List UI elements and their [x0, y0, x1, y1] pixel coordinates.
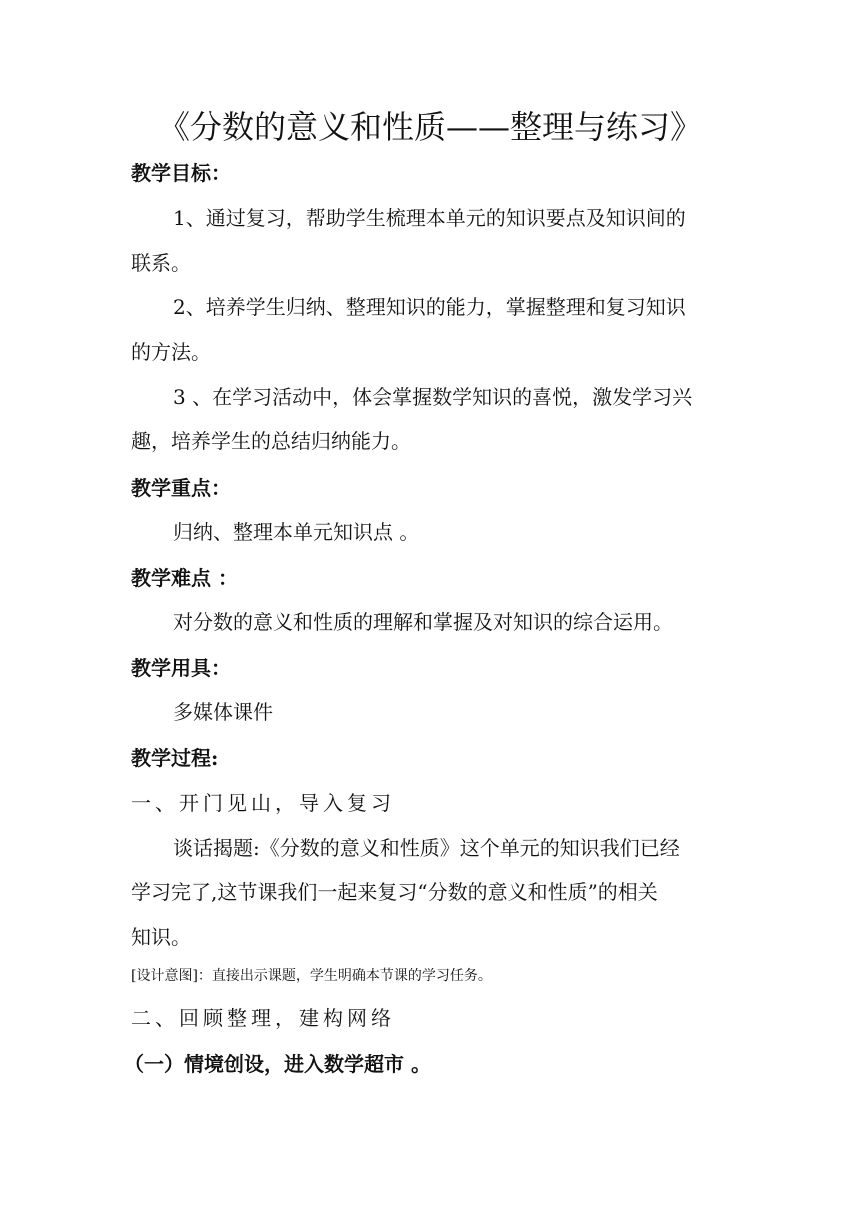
design-intent-note: [设计意图]：直接出示课题，学生明确本节课的学习任务。: [131, 968, 492, 984]
tools-text: 多媒体课件: [173, 700, 273, 724]
section-1-line3: 知识。: [131, 925, 191, 949]
section-2-subheading: （一）情境创设，进入数学超市 。: [124, 1052, 431, 1076]
objectives-heading: 教学目标：: [131, 161, 231, 185]
document-title: 《分数的意义和性质——整理与练习》: [157, 108, 702, 146]
difficulties-text: 对分数的意义和性质的理解和掌握及对知识的综合运用。: [173, 610, 673, 634]
objective-1-line2: 联系。: [131, 251, 191, 275]
objective-3-line1: 3 、在学习活动中，体会掌握数学知识的喜悦，激发学习兴: [173, 385, 693, 409]
difficulties-heading: 教学难点 ：: [131, 566, 238, 590]
objective-2-line2: 的方法。: [131, 340, 211, 364]
section-1-line2: 学习完了,这节课我们一起来复习“分数的意义和性质”的相关: [131, 880, 658, 904]
key-points-heading: 教学重点：: [131, 476, 231, 500]
objective-2-line1: 2、培养学生归纳、整理知识的能力，掌握整理和复习知识: [173, 295, 686, 319]
tools-heading: 教学用具：: [131, 656, 231, 680]
section-1-line1: 谈话揭题:《分数的意义和性质》这个单元的知识我们已经: [173, 836, 680, 860]
process-heading: 教学过程:: [131, 746, 219, 770]
objective-3-line2: 趣，培养学生的总结归纳能力。: [131, 429, 411, 453]
objective-1-line1: 1、通过复习，帮助学生梳理本单元的知识要点及知识间的: [173, 206, 686, 230]
key-points-text: 归纳、整理本单元知识点 。: [173, 520, 420, 544]
section-1-title: 一、开门见山，导入复习: [131, 791, 395, 815]
section-2-title: 二、回顾整理，建构网络: [131, 1006, 395, 1030]
